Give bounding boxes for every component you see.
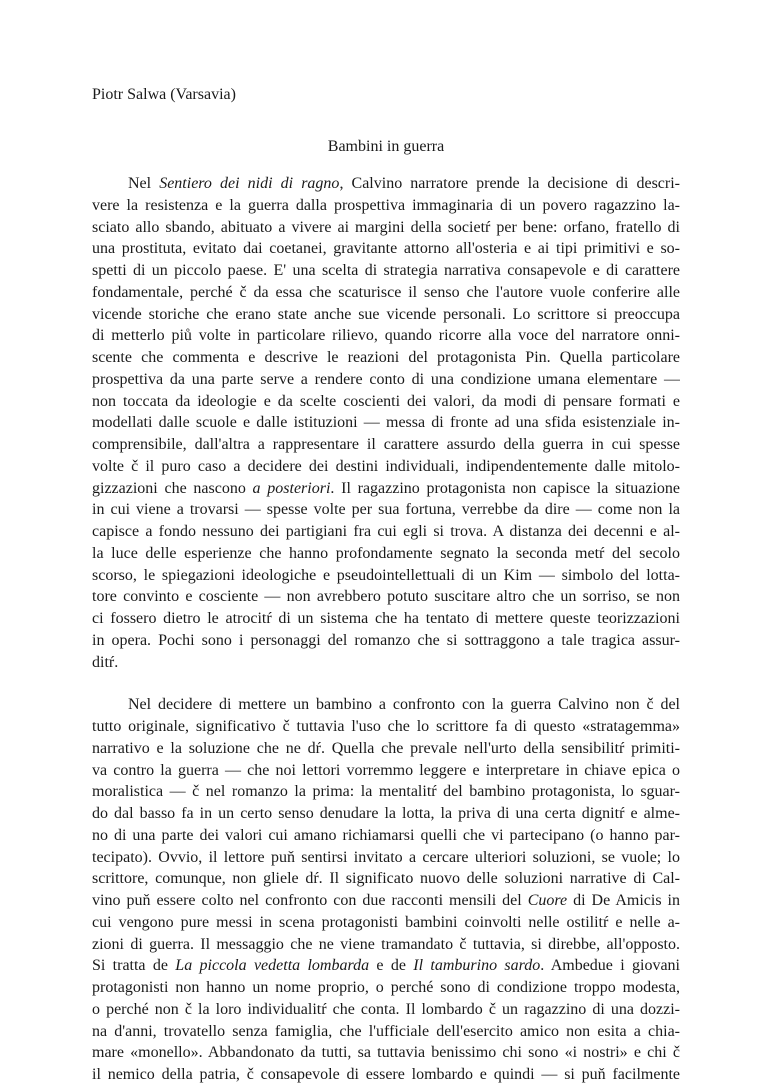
- text-line: tore convinto e cosciente — non avrebbero potuto suscitare altro che un sorriso, se non: [92, 588, 680, 606]
- text-line: volte č il puro caso a decidere dei destini individuali, indipendentemente dalle mitolo-: [92, 457, 680, 475]
- text-line: vino puň essere colto nel confronto con due racconti mensili del Cuore di De Amicis in: [92, 892, 680, 909]
- text-line: prospettiva da una parte serve a rendere conto di una condizione umana elementare —: [92, 370, 680, 388]
- text-line: Nel Sentiero dei nidi di ragno, Calvino narratore prende la decisione di descri-: [128, 175, 680, 192]
- text-line: ditŕ.: [92, 653, 119, 671]
- text-line: scorso, le spiegazioni ideologiche e pseudointellettuali di un Kim — simbolo del lotta-: [92, 566, 680, 584]
- text-line: va contro la guerra — che noi lettori vorremmo leggere e interpretare in chiave epica o: [92, 761, 680, 779]
- text-line: scrittore, comunque, non gliele dŕ. Il significato nuovo delle soluzioni narrative di Cal-: [92, 870, 680, 888]
- text-line: gizzazioni che nascono a posteriori. Il ragazzino protagonista non capisce la situazione: [92, 479, 680, 497]
- text-line: modellati dalle scuole e dalle istituzioni — messa di fronte ad una sfida esistenziale in-: [92, 414, 680, 432]
- text-line: moralistica — č nel romanzo la prima: la mentalitŕ del bambino protagonista, lo sguar-: [92, 783, 680, 801]
- text-line: vicende storiche che erano state anche sue vicende personali. Lo scrittore si preoccupa: [92, 305, 680, 323]
- text-line: il nemico della patria, č consapevole di essere lombardo e quindi — si puň facilmente: [92, 1066, 680, 1083]
- paragraph-1: [92, 173, 680, 673]
- text-line: Nel decidere di mettere un bambino a confronto con la guerra Calvino non č del: [128, 696, 680, 714]
- text-line: fondamentale, perché č da essa che scaturisce il senso che l'autore vuole conferire alle: [92, 283, 680, 301]
- text-line: tutto originale, significativo č tuttavia l'uso che lo scrittore fa di questo «stratagemma»: [92, 718, 680, 735]
- text-line: zioni di guerra. Il messaggio che ne viene tramandato č tuttavia, si direbbe, all'opposto.: [92, 935, 680, 953]
- text-line: sciato allo sbando, abituato a vivere ai margini della societŕ per bene: orfano, fratello di: [92, 218, 680, 236]
- text-line: no di una parte dei valori cui amano richiamarsi quelli che vi partecipano (o hanno par-: [92, 826, 680, 844]
- text-line: scente che commenta e descrive le reazioni del protagonista Pin. Quella particolare: [92, 349, 680, 366]
- text-line: ci fossero dietro le atrocitŕ di un sistema che ha tentato di mettere queste teorizzazioni: [92, 610, 680, 627]
- text-line: tecipato). Ovvio, il lettore puň sentirsi invitato a cercare ulteriori soluzioni, se vuole; lo: [92, 848, 680, 866]
- text-line: una prostituta, evitato dai coetanei, gravitante attorno all'osteria e ai tipi primitivi e so-: [92, 240, 680, 258]
- paragraph-2: [92, 694, 680, 1086]
- text-line: o perché non č la loro individualitŕ che conta. Il lombardo č un ragazzino di una dozzi-: [92, 1000, 680, 1018]
- text-line: di metterlo piů volte in particolare rilievo, quando ricorre alla voce del narratore onni-: [92, 327, 680, 345]
- author-line: Piotr Salwa (Varsavia): [92, 86, 236, 103]
- text-line: do dal basso fa in un certo senso denudare la lotta, la priva di una certa dignitŕ e alme-: [92, 805, 680, 822]
- text-line: in opera. Pochi sono i personaggi del romanzo che si sottraggono a tale tragica assur-: [92, 631, 680, 649]
- paragraph-gap: [92, 673, 680, 694]
- article-title: Bambini in guerra: [327, 138, 445, 155]
- text-line: comprensibile, dall'altra a rappresentare il carattere assurdo della guerra in cui spesse: [92, 436, 680, 453]
- text-line: na d'anni, trovatello senza famiglia, che l'ufficiale dell'esercito amico non esita a chia-: [92, 1022, 680, 1040]
- text-line: in cui viene a trovarsi — spesse volte per sua fortuna, verrebbe da dire — come non la: [92, 501, 680, 519]
- text-line: Si tratta de La piccola vedetta lombarda e de Il tamburino sardo. Ambedue i giovani: [92, 957, 680, 975]
- text-line: vere la resistenza e la guerra dalla prospettiva immaginaria di un povero ragazzino la-: [92, 196, 680, 214]
- text-line: capisce a fondo nessuno dei partigiani fra cui egli si trova. A distanza dei decenni e al-: [92, 523, 680, 540]
- text-line: spetti di un piccolo paese. E' una scelta di strategia narrativa consapevole e di carattere: [92, 262, 680, 279]
- text-line: non toccata da ideologie e da scelte coscienti dei valori, da modi di pensare formati e: [92, 392, 680, 410]
- text-line: cui vengono pure messi in scena protagonisti bambini coinvolti nelle ostilitŕ e nelle a-: [92, 913, 680, 931]
- text-line: protagonisti non hanno un nome proprio, o perché sono di condizione troppo modesta,: [92, 979, 680, 996]
- text-line: mare «monello». Abbandonato da tutti, sa tuttavia benissimo chi sono «i nostri» e chi č: [92, 1044, 680, 1062]
- document-page: [92, 84, 680, 1086]
- text-line: la luce delle esperienze che hanno profondamente segnato la seconda metŕ del secolo: [92, 544, 680, 562]
- text-line: narrativo e la soluzione che ne dŕ. Quella che prevale nell'urto della sensibilitŕ primiti-: [92, 739, 680, 757]
